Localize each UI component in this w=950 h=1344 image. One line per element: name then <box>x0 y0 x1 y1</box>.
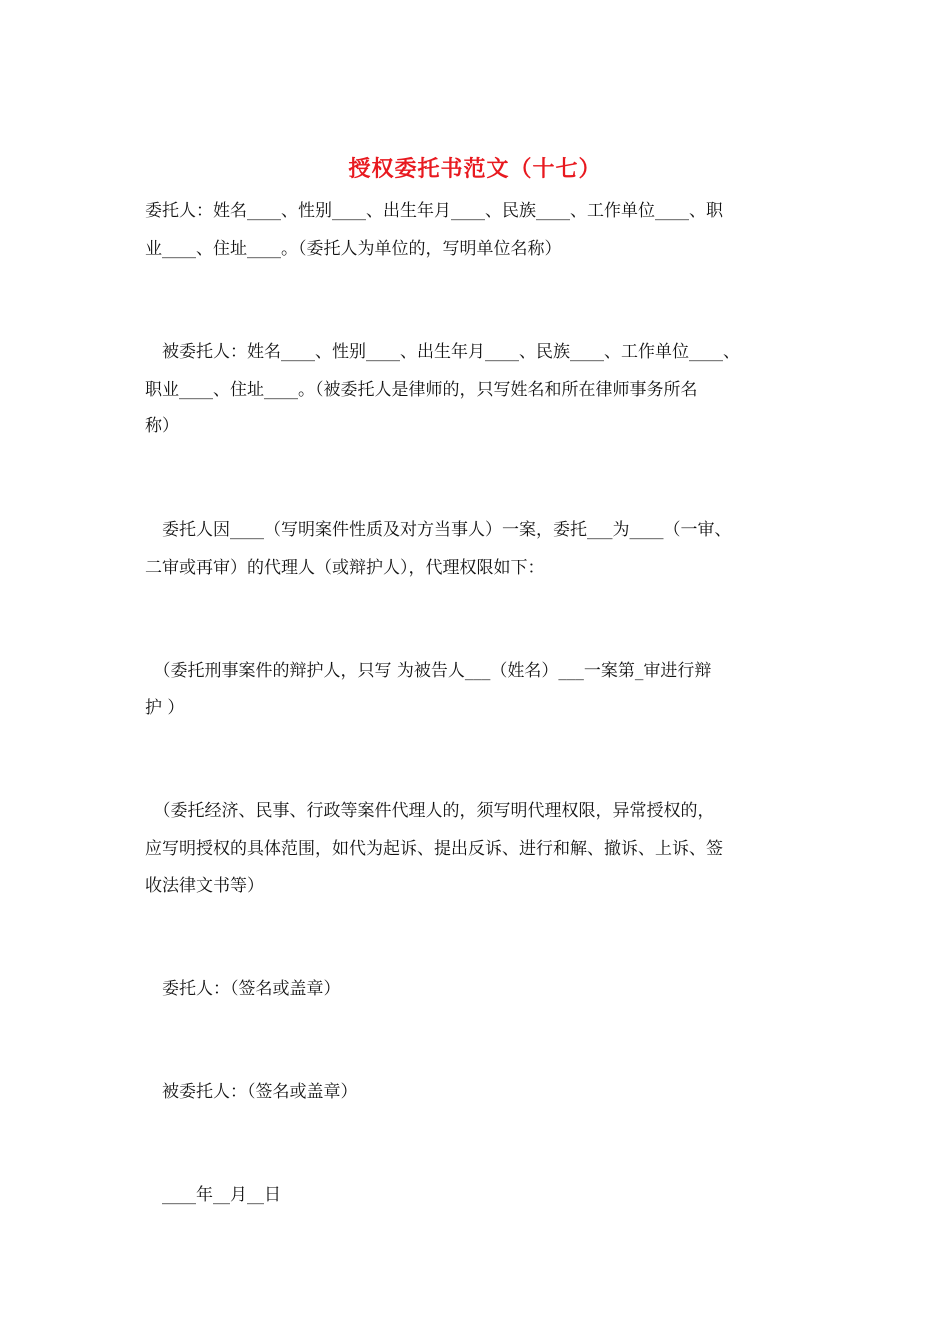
paragraph-agent-line-2: 职业____、住址____。（被委托人是律师的，只写姓名和所在律师事务所名 <box>145 380 698 400</box>
paragraph-principal-line-1: 委托人：姓名____、性别____、出生年月____、民族____、工作单位____、职 <box>145 201 723 221</box>
paragraph-civil-line-3: 收法律文书等） <box>145 876 264 896</box>
paragraph-agent-line-3: 称） <box>145 416 179 436</box>
paragraph-case-line-1: 委托人因____（写明案件性质及对方当事人）一案，委托___为____（一审、 <box>145 520 732 540</box>
date-line: ____年__月__日 <box>145 1185 281 1205</box>
paragraph-civil-line-1: （委托经济、民事、行政等案件代理人的，须写明代理权限，异常授权的， <box>145 801 715 821</box>
paragraph-agent-line-1: 被委托人：姓名____、性别____、出生年月____、民族____、工作单位____、 <box>145 342 740 362</box>
signature-agent: 被委托人：（签名或盖章） <box>145 1082 358 1102</box>
paragraph-case-line-2: 二审或再审）的代理人（或辩护人），代理权限如下： <box>145 558 545 578</box>
signature-principal: 委托人：（签名或盖章） <box>145 979 341 999</box>
document-title: 授权委托书范文（十七） <box>348 156 602 182</box>
paragraph-criminal-line-1: （委托刑事案件的辩护人，只写 为被告人___（姓名）___一案第_审进行辩 <box>145 661 712 681</box>
paragraph-civil-line-2: 应写明授权的具体范围，如代为起诉、提出反诉、进行和解、撤诉、上诉、签 <box>145 839 723 859</box>
paragraph-criminal-line-2: 护 ） <box>145 698 185 718</box>
paragraph-principal-line-2: 业____、住址____。（委托人为单位的，写明单位名称） <box>145 239 562 259</box>
